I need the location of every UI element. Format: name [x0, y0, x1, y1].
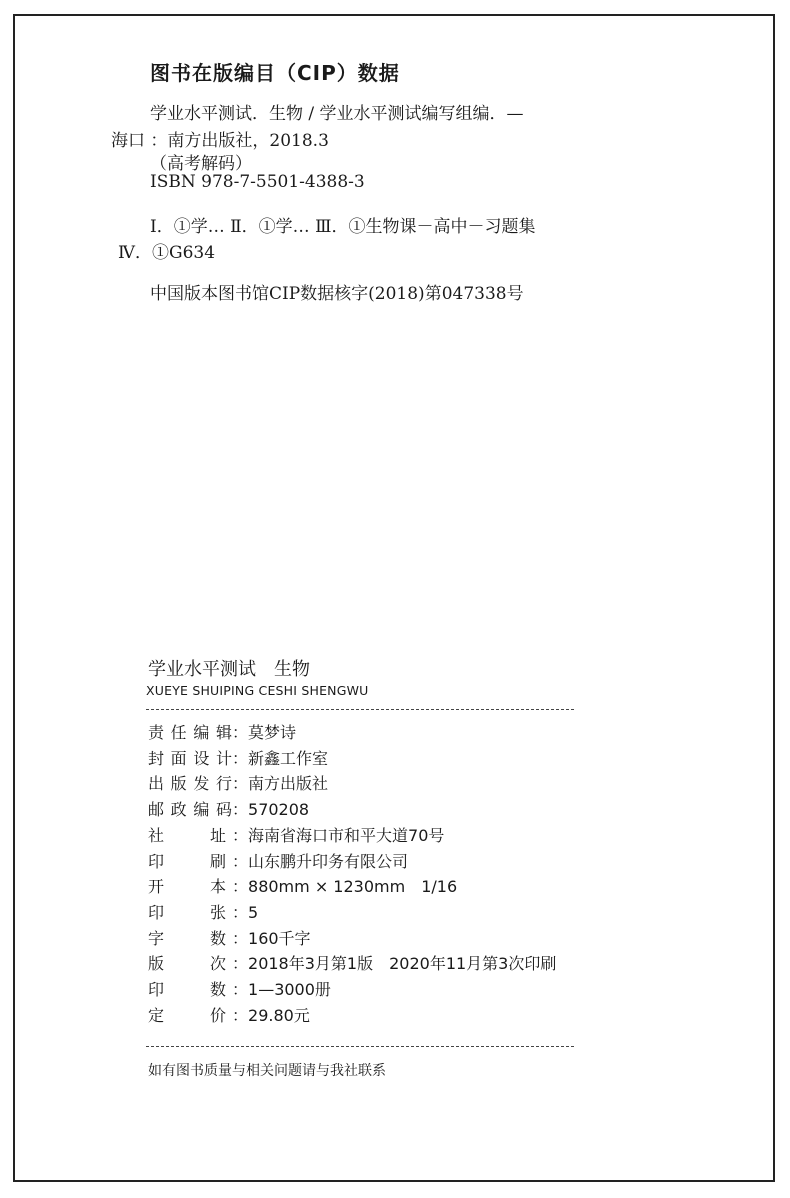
cip-line-classification-number: Ⅳ．①G634: [118, 243, 216, 263]
info-value: 29.80元: [248, 1005, 310, 1025]
book-title-pinyin: XUEYE SHUIPING CESHI SHENGWU: [146, 683, 369, 698]
info-value: 新鑫工作室: [248, 748, 329, 768]
info-row: [148, 977, 331, 1000]
info-value: 880mm × 1230mm 1/16: [248, 877, 458, 897]
divider-top: [146, 709, 574, 710]
info-label: 社 址: [148, 825, 226, 845]
cip-line-title: 学业水平测试．生物 / 学业水平测试编写组编．—: [150, 104, 524, 124]
info-row: [148, 746, 328, 769]
info-row: [148, 823, 444, 846]
info-row: [148, 771, 328, 794]
info-row: [148, 1003, 310, 1026]
info-row: [148, 797, 309, 820]
divider-bottom: [146, 1046, 574, 1047]
info-value: 海南省海口市和平大道70号: [248, 825, 445, 845]
info-colon: ：: [232, 954, 249, 974]
info-label: 印 张: [148, 902, 226, 922]
info-label: 责任编辑: [148, 723, 232, 742]
info-colon: ：: [232, 748, 249, 768]
info-value: 南方出版社: [248, 774, 329, 794]
info-row: [148, 874, 457, 897]
info-label: 开 本: [148, 877, 226, 897]
info-value: 莫梦诗: [248, 723, 297, 742]
info-colon: ：: [232, 723, 249, 742]
footer-note: 如有图书质量与相关问题请与我社联系: [148, 1063, 386, 1079]
info-value: 5: [248, 902, 259, 922]
info-label: 字 数: [148, 928, 226, 948]
info-label: 出版发行: [148, 774, 232, 794]
info-colon: ：: [232, 1005, 249, 1025]
info-label: 版 次: [148, 954, 226, 974]
info-colon: ：: [232, 902, 249, 922]
info-row: [148, 951, 556, 974]
info-value: 1—3000册: [248, 980, 331, 999]
info-value: 2018年3月第1版 2020年11月第3次印刷: [248, 954, 557, 974]
cip-line-publisher: 海口 ：南方出版社，2018.3: [111, 131, 329, 151]
info-row: [148, 926, 311, 949]
info-value: 570208: [248, 800, 310, 820]
info-label: 邮政编码: [148, 800, 232, 820]
page-border: [13, 14, 775, 1182]
info-colon: ：: [232, 877, 249, 897]
book-title: 学业水平测试 生物: [148, 659, 310, 680]
info-value: 160千字: [248, 928, 311, 948]
info-colon: ：: [232, 980, 249, 999]
info-colon: ：: [232, 851, 249, 871]
cip-line-verification: 中国版本图书馆CIP数据核字(2018)第047338号: [150, 284, 524, 304]
cip-heading: 图书在版编目（CIP）数据: [150, 61, 400, 85]
info-row: [148, 849, 408, 872]
info-row: [148, 900, 258, 923]
cip-line-classification: Ⅰ．①学… Ⅱ．①学… Ⅲ．①生物课－高中－习题集: [150, 217, 536, 237]
info-colon: ：: [232, 800, 249, 820]
cip-line-series: （高考解码）: [150, 154, 252, 174]
info-colon: ：: [232, 825, 249, 845]
info-label: 定 价: [148, 1005, 226, 1025]
info-label: 印 刷: [148, 851, 226, 871]
info-value: 山东鹏升印务有限公司: [248, 851, 409, 871]
info-label: 印 数: [148, 980, 226, 999]
info-colon: ：: [232, 774, 249, 794]
info-label: 封面设计: [148, 748, 232, 768]
cip-line-isbn: ISBN 978-7-5501-4388-3: [150, 172, 365, 192]
info-colon: ：: [232, 928, 249, 948]
info-row: [148, 720, 296, 743]
